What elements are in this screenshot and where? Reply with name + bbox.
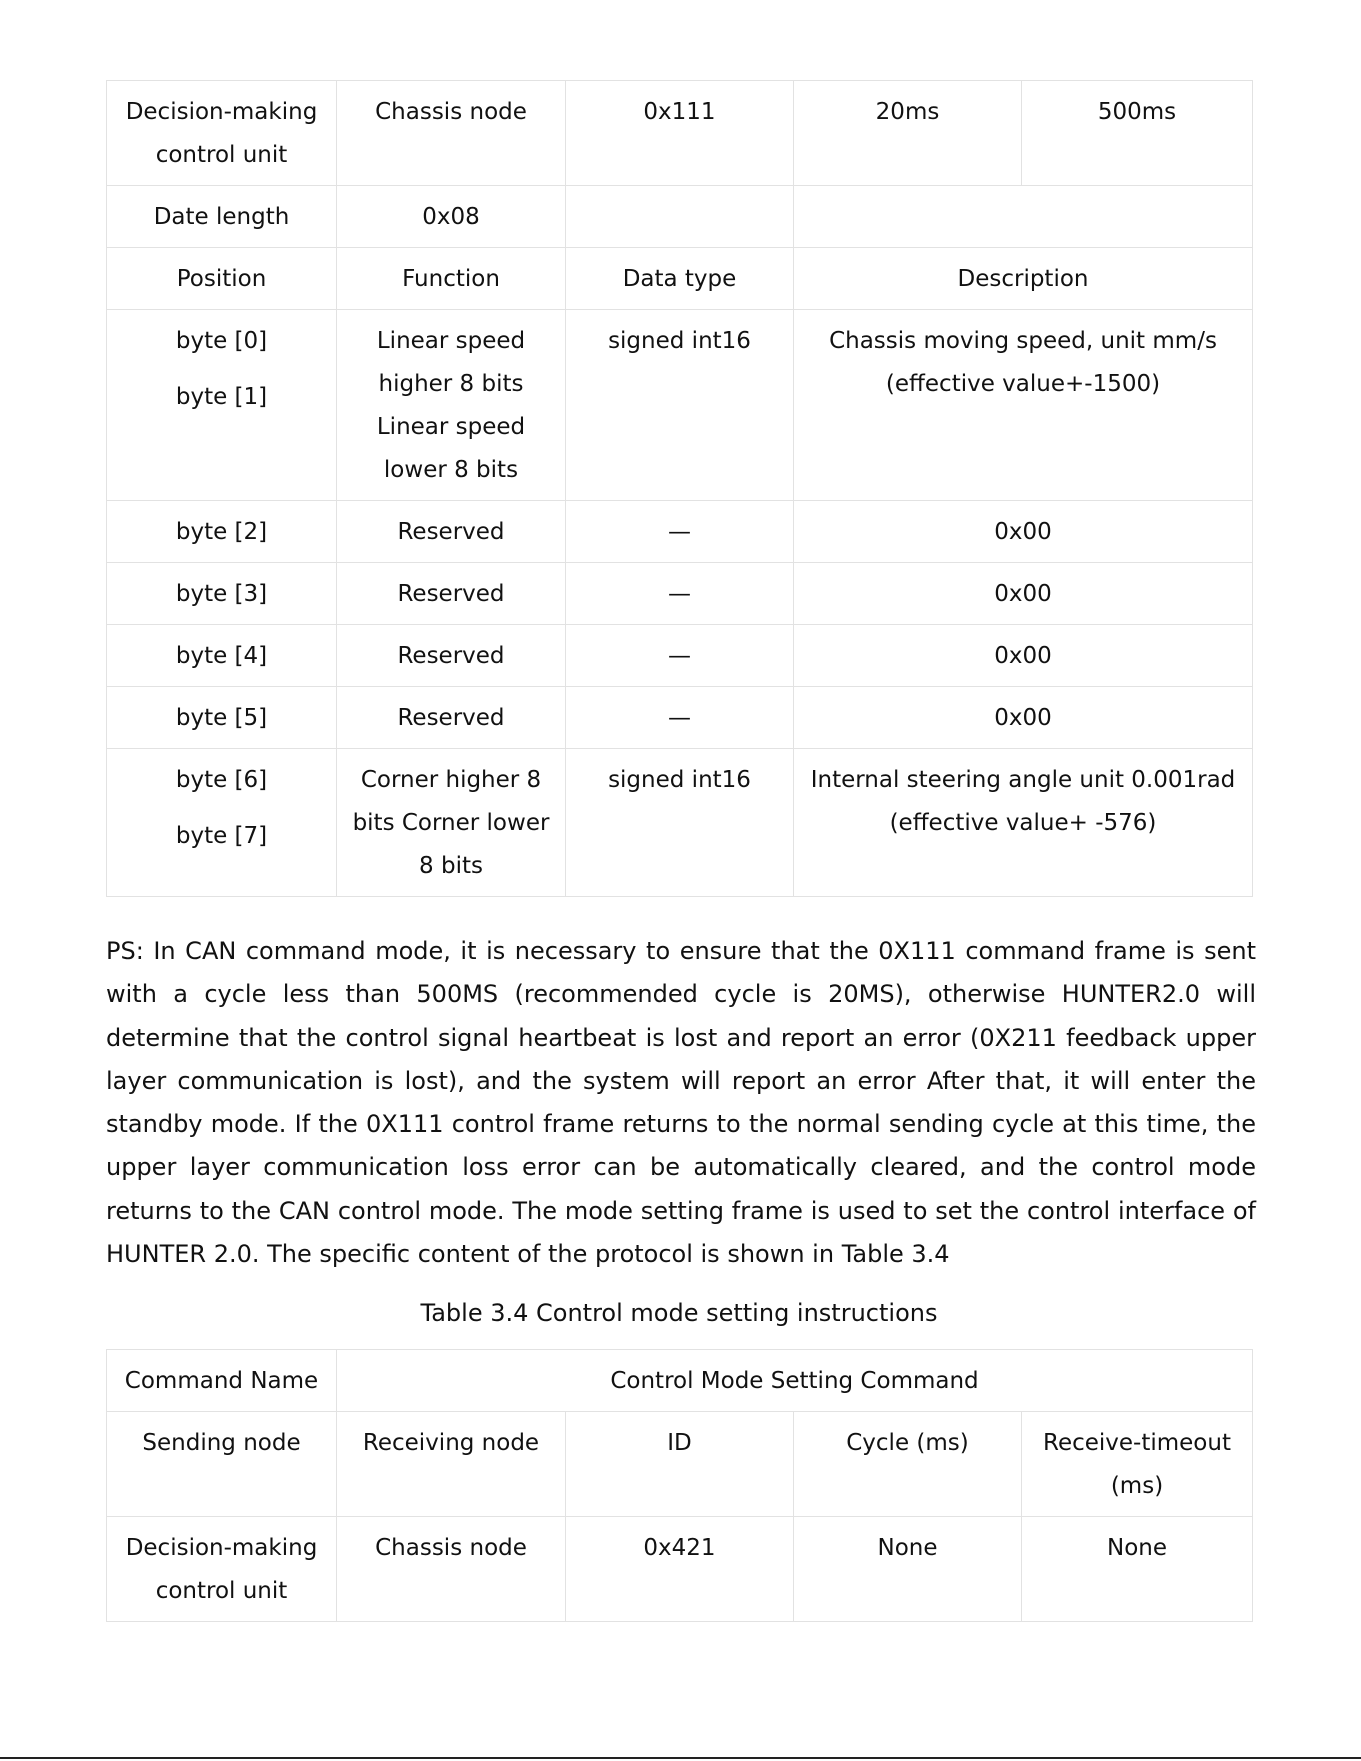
reserved-row — [107, 625, 1253, 687]
description-cell: 0x00 — [794, 501, 1253, 563]
description-cell: 0x00 — [794, 563, 1253, 625]
function-cell: Reserved — [337, 625, 566, 687]
sending-node-cell: Decision-making control unit — [107, 81, 337, 186]
position-cell: byte [4] — [107, 625, 337, 687]
cycle-cell: None — [794, 1517, 1022, 1622]
id-cell: 0x421 — [566, 1517, 794, 1622]
reserved-row — [107, 501, 1253, 563]
header-description: Description — [794, 248, 1253, 310]
function-cell: Reserved — [337, 687, 566, 749]
reserved-row — [107, 687, 1253, 749]
nodes-row — [107, 1517, 1253, 1622]
nodes-row — [107, 81, 1253, 186]
receiving-node-cell: Chassis node — [337, 81, 566, 186]
position-cell: byte [5] — [107, 687, 337, 749]
data-type-cell: — — [566, 563, 794, 625]
bottom-rule — [0, 1757, 1361, 1759]
control-mode-table — [106, 1349, 1253, 1622]
header-position: Position — [107, 248, 337, 310]
frame-0x111-table — [106, 80, 1253, 897]
data-type-cell: — — [566, 501, 794, 563]
cycle-cell: 20ms — [794, 81, 1022, 186]
data-type-cell: signed int16 — [566, 310, 794, 501]
empty-cell — [566, 186, 794, 248]
data-length-row — [107, 186, 1253, 248]
reserved-row — [107, 563, 1253, 625]
data-type-cell: signed int16 — [566, 749, 794, 897]
command-name-row — [107, 1350, 1253, 1412]
header-id: ID — [566, 1412, 794, 1517]
header-row — [107, 1412, 1253, 1517]
position-cell: byte [0] byte [1] — [107, 310, 337, 501]
command-name-label: Command Name — [107, 1350, 337, 1412]
sending-node-cell: Decision-making control unit — [107, 1517, 337, 1622]
note-paragraph: PS: In CAN command mode, it is necessary to ensure that the 0X111 command frame is sent with a cycle less than 500MS (recommended cycle is 20MS), otherwise HUNTER2.0 will determine that the control signal heartbeat is lost and report an error (0X211 feedback upper layer communication is lost), and the system will report an error After that, it will enter the standby mode. If the 0X111 control frame returns to the normal sending cycle at this time, the upper layer communication loss error can be automatically cleared, and the control mode returns to the CAN control mode. The mode setting frame is used to set the control interface of HUNTER 2.0. The specific content of the protocol is shown in Table 3.4 — [106, 937, 1256, 1269]
header-sending-node: Sending node — [107, 1412, 337, 1517]
table-caption: Table 3.4 Control mode setting instructions — [420, 1299, 938, 1327]
data-type-cell: — — [566, 625, 794, 687]
header-receive-timeout: Receive-timeout (ms) — [1022, 1412, 1253, 1517]
data-length-label: Date length — [107, 186, 337, 248]
position-cell: byte [3] — [107, 563, 337, 625]
function-cell: Corner higher 8 bits Corner lower 8 bits — [337, 749, 566, 897]
linear-speed-row — [107, 310, 1253, 501]
data-type-cell: — — [566, 687, 794, 749]
timeout-cell: 500ms — [1022, 81, 1253, 186]
position-cell: byte [6] byte [7] — [107, 749, 337, 897]
header-data-type: Data type — [566, 248, 794, 310]
receiving-node-cell: Chassis node — [337, 1517, 566, 1622]
empty-cell — [794, 186, 1253, 248]
data-length-value: 0x08 — [337, 186, 566, 248]
header-function: Function — [337, 248, 566, 310]
function-cell: Linear speed higher 8 bits Linear speed lower 8 bits — [337, 310, 566, 501]
function-cell: Reserved — [337, 563, 566, 625]
description-cell: 0x00 — [794, 687, 1253, 749]
position-cell: byte [2] — [107, 501, 337, 563]
header-receiving-node: Receiving node — [337, 1412, 566, 1517]
id-cell: 0x111 — [566, 81, 794, 186]
function-cell: Reserved — [337, 501, 566, 563]
description-cell: Chassis moving speed, unit mm/s (effective value+-1500) — [794, 310, 1253, 501]
corner-row — [107, 749, 1253, 897]
description-cell: Internal steering angle unit 0.001rad (effective value+ -576) — [794, 749, 1253, 897]
description-cell: 0x00 — [794, 625, 1253, 687]
timeout-cell: None — [1022, 1517, 1253, 1622]
command-name-value: Control Mode Setting Command — [337, 1350, 1253, 1412]
header-cycle: Cycle (ms) — [794, 1412, 1022, 1517]
header-row — [107, 248, 1253, 310]
